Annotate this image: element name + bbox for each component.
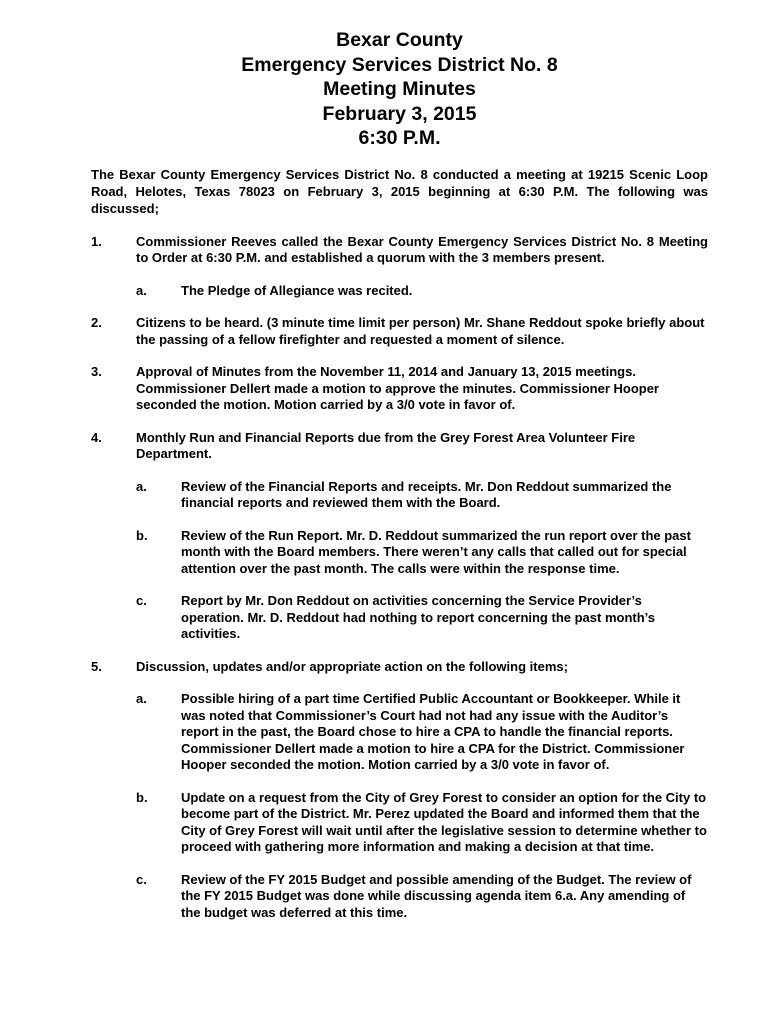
sub-item-text: Report by Mr. Don Reddout on activities concerning the Service Provider’s operation. Mr. D. Reddout had nothing to report concerning the past month’s activities.	[181, 593, 656, 641]
document-title	[91, 28, 708, 151]
item-number: 4.	[91, 429, 102, 445]
sub-item-1a	[136, 283, 708, 300]
sub-item-text: The Pledge of Allegiance was recited.	[181, 282, 413, 298]
sub-item-text: Review of the Run Report. Mr. D. Reddout summarized the run report over the past month with the Board members. There weren’t any calls that called out for special attention over the past month. The calls were within the response time.	[181, 527, 691, 576]
sub-item-text: Review of the FY 2015 Budget and possible amending of the Budget. The review of the FY 2015 Budget was done while discussing agenda item 6.a. Any amending of the budget was deferred at this time.	[181, 871, 692, 920]
sub-item-list	[136, 479, 708, 643]
item-text: Approval of Minutes from the November 11, 2014 and January 13, 2015 meetings. Commissioner Dellert made a motion to approve the minutes. Commissioner Hooper seconded the motion. Motion carried by a 3/0 vote in favor of.	[136, 364, 659, 412]
sub-item-letter: a.	[136, 691, 147, 706]
item-text: Citizens to be heard. (3 minute time limit per person) Mr. Shane Reddout spoke briefly about the passing of a fellow firefighter and requested a moment of silence.	[136, 315, 705, 347]
title-line-date: February 3, 2015	[322, 102, 477, 125]
sub-item-4b	[136, 528, 708, 578]
sub-item-letter: a.	[136, 478, 147, 494]
title-line-time: 6:30 P.M.	[358, 127, 441, 149]
sub-item-list	[136, 283, 708, 300]
sub-item-text: Update on a request from the City of Grey Forest to consider an option for the City to become part of the District. Mr. Perez updated the Board and informed them that the City of Grey Forest will wait until after the legislative session to determine whether to proceed with gathering more information and making a decision at that time.	[181, 789, 707, 854]
item-number: 1.	[91, 233, 102, 249]
item-number: 5.	[91, 658, 102, 674]
sub-item-letter: c.	[136, 593, 147, 608]
sub-item-4a	[136, 479, 708, 512]
intro-paragraph: The Bexar County Emergency Services District No. 8 conducted a meeting at 19215 Scenic Loop Road, Helotes, Texas 78023 on February 3, 2015 beginning at 6:30 P.M. The following was discussed;	[91, 166, 708, 216]
sub-item-letter: b.	[136, 789, 148, 805]
sub-item-text: Possible hiring of a part time Certified Public Accountant or Bookkeeper. While it was noted that Commissioner’s Court had not had any issue with the Auditor’s report in the past, the Board chose to hire a CPA to handle the financial reports. Commissioner Dellert made a motion to hire a CPA for the District. Commissioner Hooper seconded the motion. Motion carried by a 3/0 vote in favor of.	[181, 691, 685, 772]
title-line-county: Bexar County	[336, 29, 463, 51]
agenda-item-4	[91, 430, 708, 643]
sub-item-letter: c.	[136, 871, 147, 887]
item-number: 2.	[91, 315, 102, 330]
title-line-district: Emergency Services District No. 8	[241, 53, 558, 76]
sub-item-4c	[136, 593, 708, 643]
sub-item-5a	[136, 691, 708, 774]
agenda-item-1	[91, 234, 708, 300]
sub-item-text: Review of the Financial Reports and receipts. Mr. Don Reddout summarized the financial reports and reviewed them with the Board.	[181, 478, 672, 510]
sub-item-5c	[136, 872, 708, 922]
agenda-item-3	[91, 364, 708, 414]
agenda-item-5	[91, 659, 708, 922]
item-number: 3.	[91, 364, 102, 379]
title-line-minutes: Meeting Minutes	[323, 78, 476, 100]
sub-item-letter: a.	[136, 282, 147, 298]
agenda-item-2	[91, 315, 708, 348]
item-text: Commissioner Reeves called the Bexar County Emergency Services District No. 8 Meeting to Order at 6:30 P.M. and established a quorum with the 3 members present.	[136, 233, 708, 265]
sub-item-5b	[136, 790, 708, 856]
sub-item-list	[136, 691, 708, 921]
item-text: Monthly Run and Financial Reports due from the Grey Forest Area Volunteer Fire Department.	[136, 429, 636, 461]
sub-item-letter: b.	[136, 527, 148, 543]
item-text: Discussion, updates and/or appropriate action on the following items;	[136, 658, 568, 674]
